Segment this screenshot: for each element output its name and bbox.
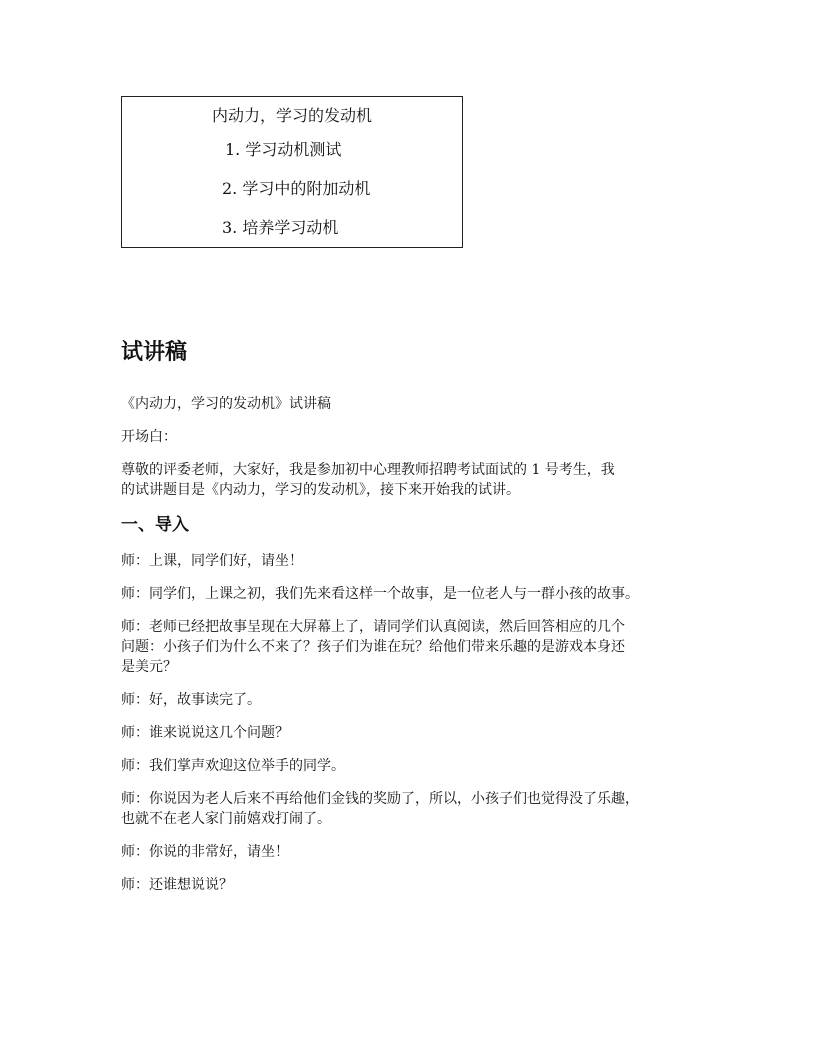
- outline-box: [121, 96, 463, 248]
- dialogue-paragraph: 师：谁来说说这几个问题？: [121, 725, 289, 741]
- outline-item-1: 1. 学习动机测试: [225, 140, 342, 159]
- dialogue-paragraph: 师：你说的非常好，请坐！: [121, 844, 289, 860]
- dialogue-paragraph: 师：同学们，上课之初，我们先来看这样一个故事，是一位老人与一群小孩的故事。: [121, 586, 639, 602]
- document-heading: 试讲稿: [121, 340, 188, 365]
- dialogue-paragraph: 师：上课，同学们好，请坐！: [121, 553, 303, 569]
- dialogue-paragraph: 师：你说因为老人后来不再给他们金钱的奖励了，所以，小孩子们也觉得没了乐趣， 也就不在老人家门前嬉戏打闹了。: [121, 791, 639, 827]
- greeting-paragraph: 尊敬的评委老师，大家好，我是参加初中心理教师招聘考试面试的 1 号考生，我 的试讲题目是《内动力，学习的发动机》，接下来开始我的试讲。: [121, 462, 615, 498]
- dialogue-paragraph: 师：老师已经把故事呈现在大屏幕上了，请同学们认真阅读，然后回答相应的几个 问题：小孩子们为什么不来了？孩子们为谁在玩？给他们带来乐趣的是游戏本身还 是美元？: [121, 619, 625, 675]
- outline-title: 内动力，学习的发动机: [211, 106, 372, 125]
- outline-item-2: 2. 学习中的附加动机: [222, 179, 371, 198]
- document-body: [121, 338, 721, 908]
- lecture-title-paragraph: 《内动力，学习的发动机》试讲稿: [121, 396, 331, 412]
- dialogue-paragraph: 师：还谁想说说？: [121, 877, 233, 893]
- dialogue-paragraph: 师：我们掌声欢迎这位举手的同学。: [121, 758, 345, 774]
- section-heading: 一、导入: [121, 515, 189, 535]
- opening-label-paragraph: 开场白：: [121, 429, 177, 445]
- dialogue-paragraph: 师：好，故事读完了。: [121, 692, 261, 708]
- outline-item-3: 3. 培养学习动机: [222, 218, 339, 237]
